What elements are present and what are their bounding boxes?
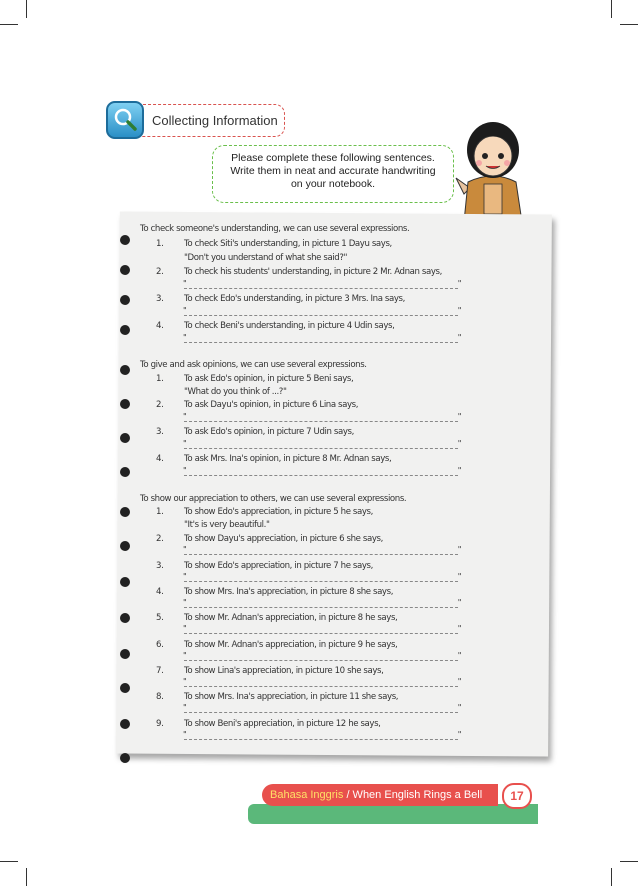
binder-hole: [120, 613, 130, 623]
section-heading: To check someone's understanding, we can use several expressions.: [140, 224, 410, 234]
item-text: To show Mrs. Ina's appreciation, in picture 11 she says,: [184, 692, 399, 702]
answer-line: " ": [183, 730, 461, 739]
item-number: 4.: [156, 321, 164, 331]
example-text: "It's is very beautiful.": [184, 520, 270, 530]
item-text: To check Beni's understanding, in picture 4 Udin says,: [184, 321, 395, 331]
crop-mark: [26, 0, 27, 18]
example-text: "What do you think of ...?": [184, 387, 287, 397]
answer-line: " ": [183, 624, 461, 633]
magnifier-icon: [106, 101, 144, 139]
chapter-title: / When English Rings a Bell: [343, 789, 483, 801]
item-text: To show Edo's appreciation, in picture 5 he says,: [184, 507, 373, 517]
item-number: 5.: [156, 613, 164, 623]
crop-mark: [0, 24, 18, 25]
item-text: To show Lina's appreciation, in picture 10 she says,: [184, 666, 384, 676]
item-text: To check his students' understanding, in picture 2 Mr. Adnan says,: [184, 267, 442, 277]
answer-line: " ": [183, 439, 461, 448]
item-number: 1.: [156, 239, 164, 249]
binder-hole: [120, 719, 130, 729]
item-text: To show Mrs. Ina's appreciation, in picture 8 she says,: [184, 587, 394, 597]
binder-hole: [120, 541, 130, 551]
item-text: To ask Dayu's opinion, in picture 6 Lina says,: [184, 400, 359, 410]
item-number: 4.: [156, 454, 164, 464]
item-number: 7.: [156, 666, 164, 676]
item-number: 3.: [156, 427, 164, 437]
item-text: To check Siti's understanding, in picture 1 Dayu says,: [184, 239, 392, 249]
binder-hole: [120, 467, 130, 477]
instruction-bubble: [212, 145, 454, 203]
binder-hole: [120, 577, 130, 587]
instruction-line: Please complete these following sentences.: [231, 152, 435, 164]
item-number: 6.: [156, 640, 164, 650]
answer-line: " ": [183, 677, 461, 686]
item-text: To show Beni's appreciation, in picture 12 he says,: [184, 719, 381, 729]
answer-line: " ": [183, 412, 461, 421]
answer-line: " ": [183, 703, 461, 712]
item-text: To show Mr. Adnan's appreciation, in picture 9 he says,: [184, 640, 398, 650]
answer-line: " ": [183, 598, 461, 607]
book-title: Bahasa Inggris: [270, 789, 344, 801]
item-text: To show Dayu's appreciation, in picture 6 she says,: [184, 534, 383, 544]
item-text: To ask Edo's opinion, in picture 7 Udin says,: [184, 427, 354, 437]
binder-hole: [120, 265, 130, 275]
binder-hole: [120, 649, 130, 659]
binder-hole: [120, 753, 130, 763]
item-number: 2.: [156, 400, 164, 410]
answer-line: " ": [183, 333, 461, 342]
crop-mark: [620, 861, 638, 862]
answer-line: " ": [183, 572, 461, 581]
page-number: 17: [502, 783, 532, 809]
section-title: Collecting Information: [152, 113, 278, 128]
item-number: 8.: [156, 692, 164, 702]
crop-mark: [611, 868, 612, 886]
item-text: To ask Edo's opinion, in picture 5 Beni says,: [184, 374, 354, 384]
binder-hole: [120, 235, 130, 245]
section-header: [106, 101, 288, 141]
binder-hole: [120, 325, 130, 335]
teacher-girl-illustration: [450, 118, 536, 222]
item-number: 3.: [156, 294, 164, 304]
answer-line: " ": [183, 545, 461, 554]
binder-hole: [120, 433, 130, 443]
item-text: To ask Mrs. Ina's opinion, in picture 8 Mr. Adnan says,: [184, 454, 392, 464]
item-number: 1.: [156, 507, 164, 517]
crop-mark: [620, 24, 638, 25]
example-text: "Don't you understand of what she said?": [184, 253, 348, 263]
page-footer: [248, 784, 538, 824]
footer-band: [248, 804, 538, 824]
binder-hole: [120, 683, 130, 693]
instruction-line: Write them in neat and accurate handwriting: [230, 165, 436, 177]
item-text: To show Edo's appreciation, in picture 7 he says,: [184, 561, 373, 571]
binder-hole: [120, 507, 130, 517]
section-heading: To show our appreciation to others, we can use several expressions.: [140, 494, 407, 504]
item-text: To show Mr. Adnan's appreciation, in picture 8 he says,: [184, 613, 398, 623]
item-number: 1.: [156, 374, 164, 384]
answer-line: " ": [183, 279, 461, 288]
item-number: 9.: [156, 719, 164, 729]
answer-line: " ": [183, 651, 461, 660]
item-number: 2.: [156, 267, 164, 277]
footer-title: [262, 784, 498, 806]
answer-line: " ": [183, 306, 461, 315]
item-text: To check Edo's understanding, in picture 3 Mrs. Ina says,: [184, 294, 405, 304]
binder-hole: [120, 295, 130, 305]
crop-mark: [26, 868, 27, 886]
binder-hole: [120, 365, 130, 375]
crop-mark: [611, 0, 612, 18]
answer-line: " ": [183, 466, 461, 475]
item-number: 3.: [156, 561, 164, 571]
section-heading: To give and ask opinions, we can use several expressions.: [140, 360, 367, 370]
binder-hole: [120, 399, 130, 409]
instruction-line: on your notebook.: [290, 178, 376, 190]
item-number: 2.: [156, 534, 164, 544]
item-number: 4.: [156, 587, 164, 597]
crop-mark: [0, 861, 18, 862]
